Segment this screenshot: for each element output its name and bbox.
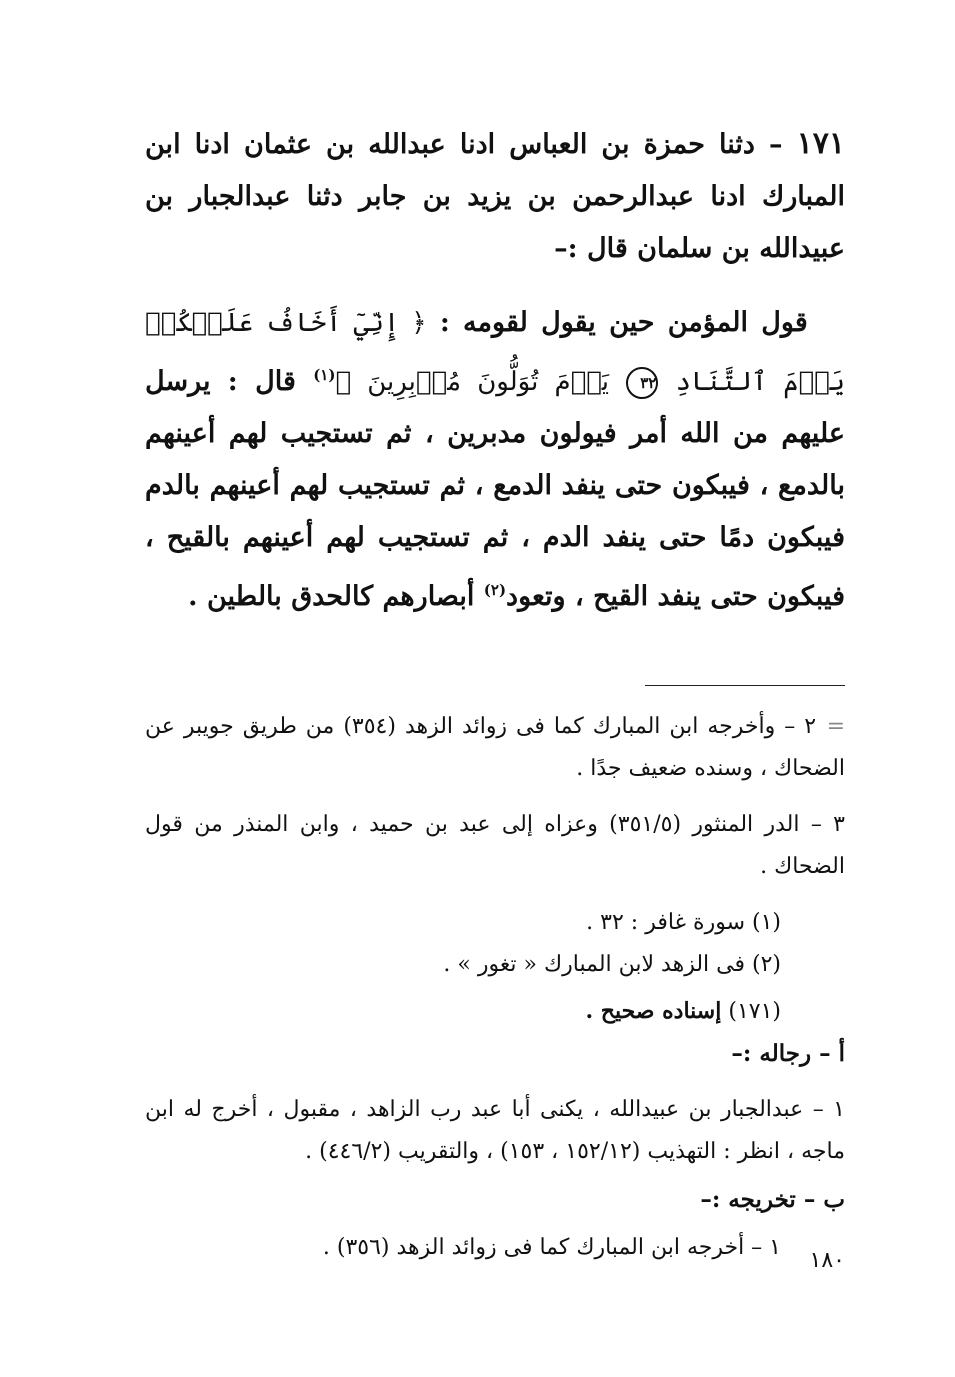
takhrij-entry-1: ١ – أخرجه ابن المبارك كما فى زوائد الزهد (٣٥٦) . xyxy=(322,1235,781,1260)
quran-verse: ﴿ إِنِّيٓ أَخَافُ عَلَيۡكُمۡ يَوۡمَ ٱلتَّنَادِ xyxy=(145,308,845,397)
note-2: = ٢ – وأخرجه ابن المبارك كما فى زوائد الزهد (٣٥٤) من طريق جويبر عن الضحاك ، وسنده ضعيف جدًا . xyxy=(145,706,845,790)
quran-verse-continued: يَوۡمَ تُوَلُّونَ مُدۡبِرِينَ ﴾ xyxy=(335,367,610,397)
isnad-grade-text: إسناده صحيح . xyxy=(585,998,722,1024)
footnote-1: (١) سورة غافر : ٣٢ . xyxy=(586,910,781,935)
carry-over-mark: = xyxy=(826,714,845,739)
notes-section xyxy=(145,706,845,1269)
heading-takhrij: ب – تخريجه :– xyxy=(700,1186,845,1213)
page-number: ١٨٠ xyxy=(809,1248,845,1273)
hadith-matn-end: أبصارهم كالحدق بالطين . xyxy=(188,581,475,612)
footnote-ref-2: (٢) xyxy=(483,581,507,599)
hadith-matn-text: قال : يرسل عليهم من الله أمر فيولون مدبرين ، ثم تستجيب لهم أعينهم بالدمع ، فيبكون حتى ينفد الدمع ، ثم تستجيب لهم أعينهم بالدم فيبكون دمًا حتى ينفد الدم ، ثم تستجيب لهم أعينهم بالقيح ، فيبكون حتى ينفد القيح ، وتعود xyxy=(145,366,845,612)
hadith-number: ١٧١ xyxy=(796,126,845,161)
narrator-entry-1: ١ – عبدالجبار بن عبيدالله ، يكنى أبا عبد رب الزاهد ، مقبول ، أخرج له ابن ماجه ، انظر : التهذيب (١٥٢/١٢ ، ١٥٣) ، والتقريب (٤٤٦/٢) . xyxy=(145,1097,845,1164)
verse-number-marker: ٣٢ xyxy=(626,367,658,399)
isnad-grade xyxy=(145,990,845,1033)
heading-narrators: أ – رجاله :– xyxy=(731,1040,845,1067)
page-body xyxy=(145,118,845,1337)
note-3: ٣ – الدر المنثور (٣٥١/٥) وعزاه إلى عبد بن حميد ، وابن المنذر من قول الضحاك . xyxy=(145,812,845,879)
footnote-ref-1: (١) xyxy=(313,366,336,384)
isnad-grade-number: (١٧١) xyxy=(728,999,781,1024)
hadith-section xyxy=(145,118,845,623)
hadith-matn-paragraph xyxy=(145,297,845,623)
hadith-isnad-text: – دثنا حمزة بن العباس ادنا عبدالله بن عثمان ادنا ابن المبارك ادنا عبدالرحمن بن يزيد بن جابر دثنا عبدالجبار بن عبيدالله بن سلمان قال :– xyxy=(145,129,845,264)
hadith-isnad-paragraph xyxy=(145,118,845,275)
footnote-separator xyxy=(645,685,845,686)
hadith-intro: قول المؤمن حين يقول لقومه : xyxy=(439,307,808,338)
footnote-2: (٢) فى الزهد لابن المبارك « تغور » . xyxy=(443,952,781,977)
